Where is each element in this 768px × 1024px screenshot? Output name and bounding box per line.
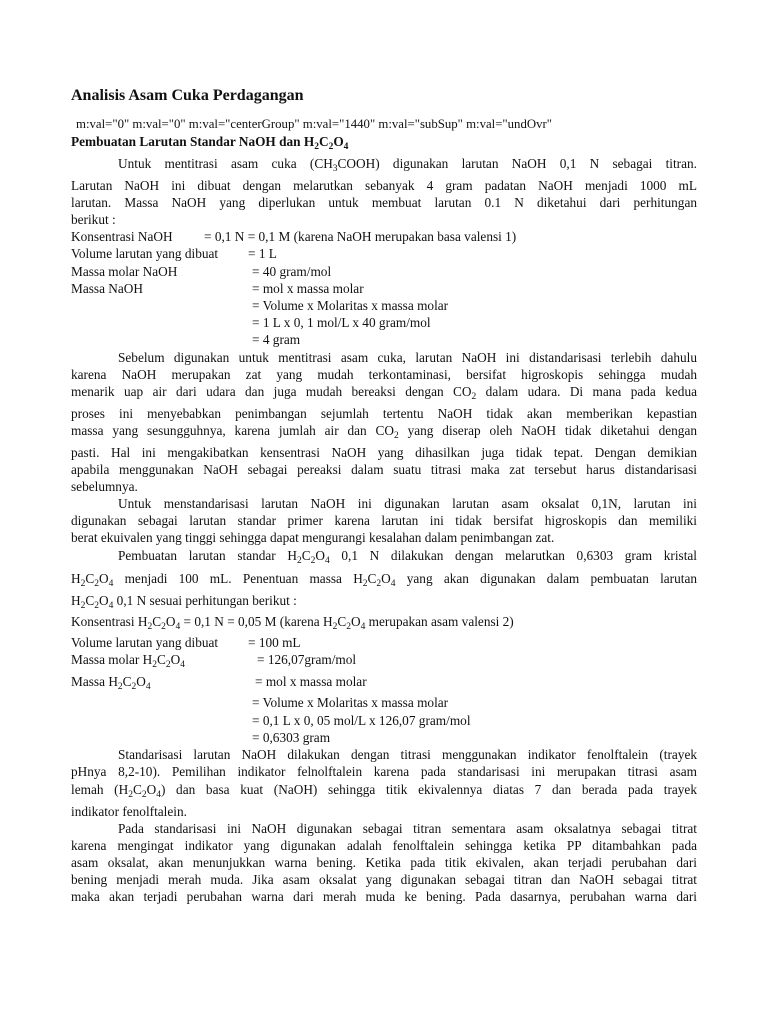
paragraph-line: Pembuatan larutan standar $H_2C_2O_4$ 0,1 N dilakukan dengan melarutkan 0,6303 gram kristal	[118, 548, 697, 566]
calc-row: Volume larutan yang dibuat = 100 mL	[71, 635, 301, 650]
formula-h2c2o4: $H_2C_2O_4$	[137, 614, 181, 632]
formula-h2c2o4: $H_2C_2O_4$	[287, 548, 330, 566]
paragraph-line: berikut :	[71, 212, 116, 227]
paragraph-line: asam oksalat, akan menunjukkan warna bening. Ketika pada titik ekivalen, akan terjadi perubahan dari	[71, 855, 697, 870]
paragraph-line: pasti. Hal ini mengakibatkan kensentrasi NaOH yang dihasilkan juga tidak tepat. Dengan demikian	[71, 445, 697, 460]
calc-row: Massa molar $H_2C_2O_4$ = 126,07gram/mol	[71, 652, 357, 670]
calc-step: = 0,1 L x 0, 05 mol/L x 126,07 gram/mol	[252, 713, 471, 728]
paragraph-line: Sebelum digunakan untuk mentitrasi asam cuka, larutan NaOH ini distandarisasi terlebih dahulu	[118, 350, 697, 365]
calc-step: = 0,6303 gram	[252, 730, 331, 745]
paragraph-line: Untuk menstandarisasi larutan NaOH ini digunakan larutan asam oksalat 0,1N, larutan ini	[118, 496, 697, 511]
paragraph-line: massa yang sesungguhnya, karena jumlah air dan $CO_2$ yang diserap oleh NaOH tidak diketahui dengan	[71, 423, 697, 441]
paragraph-line: digunakan sebagai larutan standar primer karena larutan ini tidak bersifat higroskopis dan memiliki	[71, 513, 697, 528]
calc-row: Massa molar NaOH = 40 gram/mol	[71, 264, 332, 279]
paragraph-line: berat ekuivalen yang tinggi sehingga dapat mengurangi kesalahan dalam penimbangan zat.	[71, 530, 555, 545]
formula-h2c2o4: $H_2C_2O_4$	[118, 782, 161, 800]
paragraph-line: apabila menggunakan NaOH sebagai pereaksi dalam suatu titrasi maka zat tersebut harus distandarisasi	[71, 462, 697, 477]
paragraph-line: larutan. Massa NaOH yang diperlukan untuk membuat larutan 0.1 N diketahui dari perhitungan	[71, 195, 697, 210]
paragraph-line: lemah $(H_2C_2O_4)$ dan basa kuat (NaOH) sehingga titik ekivalennya diatas 7 dan berada pada trayek	[71, 782, 697, 800]
paragraph-line: $H_2C_2O_4$ menjadi 100 mL. Penentuan massa $H_2C_2O_4$ yang akan digunakan dalam pembuatan larutan	[71, 571, 697, 589]
formula-h2c2o4: $H_2C_2O_4$	[108, 674, 151, 692]
calc-row: Massa NaOH = mol x massa molar	[71, 281, 364, 296]
calc-row: Massa $H_2C_2O_4$ = mol x massa molar	[71, 674, 367, 692]
formula-h2c2o4: $H_2C_2O_4$	[322, 614, 366, 632]
formula-h2c2o4: $H_2C_2O_4$	[142, 652, 185, 670]
paragraph-line: Pada standarisasi ini NaOH digunakan sebagai titran sementara asam oksalatnya sebagai titrat	[118, 821, 697, 836]
calc-row: Volume larutan yang dibuat = 1 L	[71, 246, 277, 261]
formula-h2c2o4: $H_2C_2O_4$	[353, 571, 396, 589]
paragraph-line: $H_2C_2O_4$ 0,1 N sesuai perhitungan berikut :	[71, 593, 297, 611]
paragraph-line: proses ini menyebabkan penimbangan sejumlah tertentu NaOH tidak akan memberikan kepastian	[71, 406, 697, 421]
calc-row: Konsentrasi NaOH = 0,1 N = 0,1 M (karena NaOH merupakan basa valensi 1)	[71, 229, 517, 244]
paragraph-line: Larutan NaOH ini dibuat dengan melarutkan sebanyak 4 gram padatan NaOH menjadi 1000 mL	[71, 178, 697, 193]
section-heading: Pembuatan Larutan Standar NaOH dan $H_2C_2O_4$	[71, 134, 349, 152]
formula-h2c2o4: $H_2C_2O_4$	[303, 134, 349, 152]
calc-step: = 1 L x 0, 1 mol/L x 40 gram/mol	[252, 315, 431, 330]
paragraph-line: pHnya 8,2-10). Pemilihan indikator felnolftalein karena pada standarisasi ini merupakan titrasi asam	[71, 764, 697, 779]
document-title: Analisis Asam Cuka Perdagangan	[71, 87, 304, 104]
paragraph-line: karena NaOH merupakan zat yang mudah terkontaminasi, bersifat higroskopis sehingga mudah	[71, 367, 697, 382]
paragraph-line: Standarisasi larutan NaOH dilakukan dengan titrasi menggunakan indikator fenolftalein (trayek	[118, 747, 697, 762]
paragraph-line: indikator fenolftalein.	[71, 804, 187, 819]
calc-step: = Volume x Molaritas x massa molar	[252, 695, 449, 710]
paragraph-line: bening menjadi merah muda. Jika asam oksalat yang digunakan sebagai titran dan NaOH sebagai titrat	[71, 872, 697, 887]
formula-h2c2o4: $H_2C_2O_4$	[71, 571, 114, 589]
calc-row: Konsentrasi $H_2C_2O_4 = 0,1$ N = 0,05 M (karena $H_2C_2O_4$ merupakan asam valensi 2)	[71, 614, 514, 632]
paragraph-line: karena mengingat indikator yang digunakan adalah fenolftalein sehingga ketika PP ditambahkan pada	[71, 838, 697, 853]
paragraph-line: maka akan terjadi perubahan warna dari merah muda ke bening. Pada dasarnya, perubahan warna dari	[71, 889, 697, 904]
paragraph-line: sebelumnya.	[71, 479, 138, 494]
mathml-artifact-text: m:val="0" m:val="0" m:val="centerGroup" m:val="1440" m:val="subSup" m:val="undOvr"	[76, 117, 552, 131]
paragraph-line: menarik uap air dari udara dan juga mudah bereaksi dengan $CO_2$ dalam udara. Di mana pada kedua	[71, 384, 697, 402]
formula-h2c2o4: $H_2C_2O_4$	[71, 593, 114, 611]
calc-step: = Volume x Molaritas x massa molar	[252, 298, 449, 313]
paragraph-line: Untuk mentitrasi asam cuka $(CH_3COOH)$ digunakan larutan NaOH 0,1 N sebagai titran.	[118, 156, 697, 174]
calc-step: = 4 gram	[252, 332, 301, 347]
